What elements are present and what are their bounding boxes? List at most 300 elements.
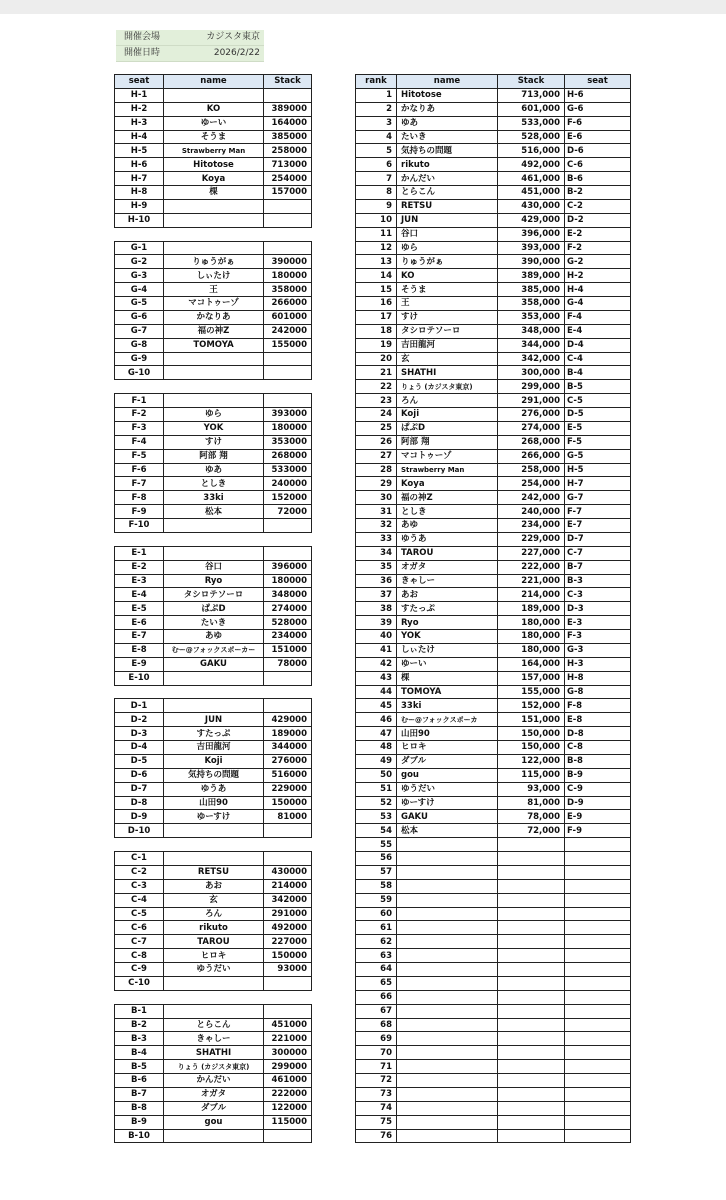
name-cell: YOK: [164, 421, 264, 435]
name-cell: タシロテソーロ: [164, 588, 264, 602]
group-spacer: [115, 380, 312, 394]
stack-cell: [498, 990, 565, 1004]
name-cell: [164, 199, 264, 213]
stack-cell: 461000: [264, 1074, 312, 1088]
name-cell: rikuto: [164, 921, 264, 935]
ranking-row: [356, 463, 631, 477]
stack-cell: [498, 935, 565, 949]
seat-row: [115, 463, 312, 477]
stack-cell: [264, 824, 312, 838]
seat-row: [115, 935, 312, 949]
name-cell: 松本: [164, 505, 264, 519]
seat-cell: D-1: [115, 699, 164, 713]
seat-row: [115, 713, 312, 727]
name-cell: JUN: [397, 213, 498, 227]
name-cell: しぃたけ: [397, 643, 498, 657]
rank-cell: 72: [356, 1074, 397, 1088]
seat-cell: [565, 990, 631, 1004]
seat-cell: F-2: [565, 241, 631, 255]
stack-cell: 189,000: [498, 602, 565, 616]
name-cell: [397, 963, 498, 977]
stack-cell: [264, 241, 312, 255]
seat-cell: H-3: [565, 657, 631, 671]
stack-cell: 393,000: [498, 241, 565, 255]
group-spacer: [115, 685, 312, 699]
stack-cell: 164,000: [498, 657, 565, 671]
seat-cell: D-9: [565, 796, 631, 810]
name-cell: TOMOYA: [164, 338, 264, 352]
rank-cell: 19: [356, 338, 397, 352]
rank-cell: 54: [356, 824, 397, 838]
stack-cell: 234,000: [498, 519, 565, 533]
seat-cell: [565, 935, 631, 949]
ranking-row: [356, 671, 631, 685]
venue-value: カジスタ東京: [206, 32, 260, 42]
name-cell: 棵: [397, 671, 498, 685]
seat-cell: D-3: [115, 727, 164, 741]
seat-cell: B-5: [115, 1060, 164, 1074]
stack-cell: 274,000: [498, 421, 565, 435]
ranking-row: [356, 408, 631, 422]
seat-cell: G-3: [115, 269, 164, 283]
seat-cell: E-6: [565, 130, 631, 144]
venue-row: [116, 30, 264, 46]
stack-cell: 155,000: [498, 685, 565, 699]
stack-cell: 180000: [264, 269, 312, 283]
stack-cell: [264, 976, 312, 990]
name-cell: 谷口: [397, 227, 498, 241]
ranking-row: [356, 963, 631, 977]
ranking-row: [356, 602, 631, 616]
seat-row: [115, 519, 312, 533]
rank-cell: 55: [356, 838, 397, 852]
seat-cell: C-8: [565, 741, 631, 755]
name-cell: 谷口: [164, 560, 264, 574]
stack-cell: 385000: [264, 130, 312, 144]
stack-cell: 242,000: [498, 491, 565, 505]
seat-cell: E-6: [115, 616, 164, 630]
stack-cell: [264, 671, 312, 685]
stack-cell: [264, 213, 312, 227]
col-stack: Stack: [498, 75, 565, 89]
stack-cell: 78000: [264, 657, 312, 671]
name-cell: ぱぷD: [397, 421, 498, 435]
spacer-cell: [164, 380, 264, 394]
stack-cell: 214,000: [498, 588, 565, 602]
ranking-row: [356, 838, 631, 852]
seat-row: [115, 852, 312, 866]
name-cell: たいき: [397, 130, 498, 144]
name-cell: ろん: [397, 394, 498, 408]
name-cell: ゆうあ: [397, 532, 498, 546]
seat-cell: [565, 879, 631, 893]
seat-cell: E-7: [565, 519, 631, 533]
ranking-row: [356, 630, 631, 644]
stack-cell: [264, 366, 312, 380]
seat-cell: C-7: [565, 546, 631, 560]
seat-cell: E-2: [115, 560, 164, 574]
name-cell: KO: [164, 102, 264, 116]
name-cell: TOMOYA: [397, 685, 498, 699]
name-cell: [397, 1074, 498, 1088]
seat-row: [115, 1101, 312, 1115]
ranking-row: [356, 949, 631, 963]
seat-row: [115, 352, 312, 366]
seat-cell: C-4: [115, 893, 164, 907]
name-cell: 福の神Z: [164, 324, 264, 338]
rank-cell: 58: [356, 879, 397, 893]
seat-cell: G-6: [565, 102, 631, 116]
seat-cell: D-6: [565, 144, 631, 158]
rank-cell: 50: [356, 768, 397, 782]
seat-row: [115, 144, 312, 158]
name-cell: [397, 879, 498, 893]
name-cell: かんだい: [164, 1074, 264, 1088]
stack-cell: 150,000: [498, 727, 565, 741]
spacer-cell: [264, 227, 312, 241]
name-cell: 棵: [164, 186, 264, 200]
ranking-row: [356, 102, 631, 116]
stack-cell: 348000: [264, 588, 312, 602]
stack-cell: [498, 879, 565, 893]
seat-row: [115, 172, 312, 186]
ranking-row: [356, 532, 631, 546]
name-cell: あゆ: [164, 630, 264, 644]
name-cell: タシロテソーロ: [397, 324, 498, 338]
rank-cell: 25: [356, 421, 397, 435]
seat-row: [115, 560, 312, 574]
name-cell: [397, 1046, 498, 1060]
spacer-cell: [115, 838, 164, 852]
ranking-row: [356, 1018, 631, 1032]
name-cell: Ryo: [397, 616, 498, 630]
stack-cell: [498, 893, 565, 907]
stack-cell: 429000: [264, 713, 312, 727]
name-cell: ダブル: [397, 754, 498, 768]
ranking-row: [356, 935, 631, 949]
ranking-row: [356, 810, 631, 824]
seat-row: [115, 1004, 312, 1018]
seat-cell: [565, 1101, 631, 1115]
rank-cell: 31: [356, 505, 397, 519]
seat-cell: B-6: [115, 1074, 164, 1088]
rank-cell: 46: [356, 713, 397, 727]
seat-row: [115, 976, 312, 990]
stack-cell: 229,000: [498, 532, 565, 546]
name-cell: ゆあ: [164, 463, 264, 477]
stack-cell: 516,000: [498, 144, 565, 158]
stack-cell: 115,000: [498, 768, 565, 782]
name-cell: ゆーい: [164, 116, 264, 130]
ranking-row: [356, 1101, 631, 1115]
stack-cell: 78,000: [498, 810, 565, 824]
stack-cell: 72000: [264, 505, 312, 519]
name-cell: 気持ちの問題: [164, 768, 264, 782]
rank-cell: 61: [356, 921, 397, 935]
name-cell: 福の神Z: [397, 491, 498, 505]
rank-cell: 64: [356, 963, 397, 977]
stack-cell: 492000: [264, 921, 312, 935]
stack-cell: 222,000: [498, 560, 565, 574]
seat-cell: D-10: [115, 824, 164, 838]
seat-row: [115, 824, 312, 838]
seat-cell: F-8: [565, 699, 631, 713]
ranking-row: [356, 380, 631, 394]
stack-cell: 180,000: [498, 616, 565, 630]
name-cell: あお: [164, 879, 264, 893]
ranking-row: [356, 741, 631, 755]
stack-cell: 258,000: [498, 463, 565, 477]
seat-row: [115, 199, 312, 213]
stack-cell: 155000: [264, 338, 312, 352]
ranking-row: [356, 852, 631, 866]
seat-row: [115, 1087, 312, 1101]
name-cell: Hitotose: [164, 158, 264, 172]
stack-cell: 353,000: [498, 310, 565, 324]
stack-cell: 189000: [264, 727, 312, 741]
ranking-row: [356, 227, 631, 241]
seat-row: [115, 810, 312, 824]
seat-row: [115, 1115, 312, 1129]
seat-cell: B-5: [565, 380, 631, 394]
stack-cell: [498, 1032, 565, 1046]
seat-cell: H-7: [565, 477, 631, 491]
seat-row: [115, 727, 312, 741]
seat-cell: E-5: [565, 421, 631, 435]
name-cell: [397, 1004, 498, 1018]
seat-cell: H-4: [115, 130, 164, 144]
name-cell: RETSU: [397, 199, 498, 213]
name-cell: ゆうだい: [397, 782, 498, 796]
spacer-cell: [164, 532, 264, 546]
rank-cell: 3: [356, 116, 397, 130]
name-cell: すけ: [397, 310, 498, 324]
seat-cell: D-4: [565, 338, 631, 352]
seat-cell: D-2: [565, 213, 631, 227]
seat-row: [115, 310, 312, 324]
seat-cell: G-4: [565, 297, 631, 311]
ranking-row: [356, 116, 631, 130]
seat-cell: B-8: [565, 754, 631, 768]
seat-cell: D-4: [115, 741, 164, 755]
seat-cell: C-6: [115, 921, 164, 935]
rank-cell: 15: [356, 283, 397, 297]
seat-row: [115, 283, 312, 297]
rank-cell: 30: [356, 491, 397, 505]
name-cell: あお: [397, 588, 498, 602]
seat-row: [115, 907, 312, 921]
seat-row: [115, 1046, 312, 1060]
stack-cell: 389,000: [498, 269, 565, 283]
seat-cell: [565, 1060, 631, 1074]
rank-cell: 38: [356, 602, 397, 616]
stack-cell: 81,000: [498, 796, 565, 810]
stack-cell: 342,000: [498, 352, 565, 366]
stack-cell: 157,000: [498, 671, 565, 685]
ranking-row: [356, 1115, 631, 1129]
stack-cell: 274000: [264, 602, 312, 616]
stack-cell: 180,000: [498, 643, 565, 657]
seat-cell: G-8: [565, 685, 631, 699]
ranking-row: [356, 519, 631, 533]
seat-cell: [565, 1018, 631, 1032]
seat-cell: B-10: [115, 1129, 164, 1143]
stack-cell: [264, 546, 312, 560]
name-cell: rikuto: [397, 158, 498, 172]
name-cell: とらこん: [164, 1018, 264, 1032]
seat-row: [115, 893, 312, 907]
name-cell: 吉田龍河: [397, 338, 498, 352]
ranking-row: [356, 768, 631, 782]
seat-cell: C-5: [565, 394, 631, 408]
rank-cell: 62: [356, 935, 397, 949]
name-cell: [164, 1129, 264, 1143]
stack-cell: 358,000: [498, 297, 565, 311]
stack-cell: 300,000: [498, 366, 565, 380]
ranking-row: [356, 255, 631, 269]
ranking-row: [356, 643, 631, 657]
stack-cell: 151,000: [498, 713, 565, 727]
name-cell: りゅうがぁ: [164, 255, 264, 269]
group-spacer: [115, 227, 312, 241]
seat-cell: E-4: [565, 324, 631, 338]
seat-row: [115, 1060, 312, 1074]
seat-cell: G-7: [115, 324, 164, 338]
name-cell: 松本: [397, 824, 498, 838]
name-cell: たいき: [164, 616, 264, 630]
ranking-row: [356, 269, 631, 283]
name-cell: KO: [397, 269, 498, 283]
ranking-row: [356, 283, 631, 297]
seat-cell: [565, 865, 631, 879]
stack-cell: 393000: [264, 408, 312, 422]
ranking-row: [356, 144, 631, 158]
rank-cell: 63: [356, 949, 397, 963]
stack-cell: 221,000: [498, 574, 565, 588]
rank-cell: 33: [356, 532, 397, 546]
name-cell: [164, 976, 264, 990]
ranking-row: [356, 394, 631, 408]
seat-cell: C-2: [565, 199, 631, 213]
name-cell: [397, 1101, 498, 1115]
col-name: name: [164, 75, 264, 89]
rank-cell: 21: [356, 366, 397, 380]
name-cell: かなりあ: [397, 102, 498, 116]
name-cell: [164, 699, 264, 713]
name-cell: [397, 865, 498, 879]
name-cell: 山田90: [397, 727, 498, 741]
seat-row: [115, 269, 312, 283]
seat-cell: H-2: [115, 102, 164, 116]
name-cell: 気持ちの問題: [397, 144, 498, 158]
ranking-row: [356, 310, 631, 324]
seat-cell: D-5: [115, 754, 164, 768]
ranking-row: [356, 213, 631, 227]
seat-row: [115, 297, 312, 311]
seat-table-header: [115, 75, 312, 89]
stack-cell: 451,000: [498, 186, 565, 200]
seat-cell: H-9: [115, 199, 164, 213]
stack-cell: 299000: [264, 1060, 312, 1074]
stack-cell: 713,000: [498, 88, 565, 102]
name-cell: ゆら: [164, 408, 264, 422]
name-cell: 阿部 翔: [397, 435, 498, 449]
name-cell: [164, 546, 264, 560]
stack-cell: 254000: [264, 172, 312, 186]
name-cell: ゆあ: [397, 116, 498, 130]
spacer-cell: [164, 990, 264, 1004]
ranking-row: [356, 865, 631, 879]
name-cell: ゆうだい: [164, 963, 264, 977]
seat-row: [115, 421, 312, 435]
rank-cell: 48: [356, 741, 397, 755]
seat-cell: F-4: [115, 435, 164, 449]
stack-cell: 151000: [264, 643, 312, 657]
rank-cell: 17: [356, 310, 397, 324]
seat-row: [115, 754, 312, 768]
name-cell: かんだい: [397, 172, 498, 186]
seat-cell: [565, 1046, 631, 1060]
spacer-cell: [164, 227, 264, 241]
name-cell: りゅうがぁ: [397, 255, 498, 269]
name-cell: [397, 921, 498, 935]
ranking-table: [355, 74, 631, 1143]
stack-cell: 430,000: [498, 199, 565, 213]
seat-table: [114, 74, 312, 1143]
stack-cell: [498, 1018, 565, 1032]
ranking-row: [356, 879, 631, 893]
rank-cell: 51: [356, 782, 397, 796]
seat-cell: F-9: [115, 505, 164, 519]
name-cell: きゃしー: [164, 1032, 264, 1046]
seat-cell: F-7: [565, 505, 631, 519]
stack-cell: 461,000: [498, 172, 565, 186]
stack-cell: [264, 1004, 312, 1018]
seat-cell: D-8: [565, 727, 631, 741]
stack-cell: [498, 852, 565, 866]
name-cell: [164, 519, 264, 533]
name-cell: [397, 838, 498, 852]
name-cell: [164, 213, 264, 227]
group-spacer: [115, 532, 312, 546]
seat-cell: H-7: [115, 172, 164, 186]
ranking-row: [356, 1046, 631, 1060]
seat-cell: C-3: [115, 879, 164, 893]
group-spacer: [115, 990, 312, 1004]
name-cell: ぱぷD: [164, 602, 264, 616]
seat-cell: B-2: [565, 186, 631, 200]
seat-row: [115, 366, 312, 380]
seat-row: [115, 741, 312, 755]
seat-cell: [565, 907, 631, 921]
seat-cell: G-10: [115, 366, 164, 380]
ranking-row: [356, 574, 631, 588]
rank-cell: 59: [356, 893, 397, 907]
name-cell: そうま: [164, 130, 264, 144]
seat-cell: E-8: [565, 713, 631, 727]
seat-cell: D-8: [115, 796, 164, 810]
stack-cell: 227,000: [498, 546, 565, 560]
seat-row: [115, 879, 312, 893]
stack-cell: [498, 1101, 565, 1115]
seat-row: [115, 435, 312, 449]
stack-cell: [264, 1129, 312, 1143]
ranking-row: [356, 1060, 631, 1074]
rank-cell: 45: [356, 699, 397, 713]
seat-cell: F-3: [565, 630, 631, 644]
stack-cell: 227000: [264, 935, 312, 949]
seat-cell: C-8: [115, 949, 164, 963]
